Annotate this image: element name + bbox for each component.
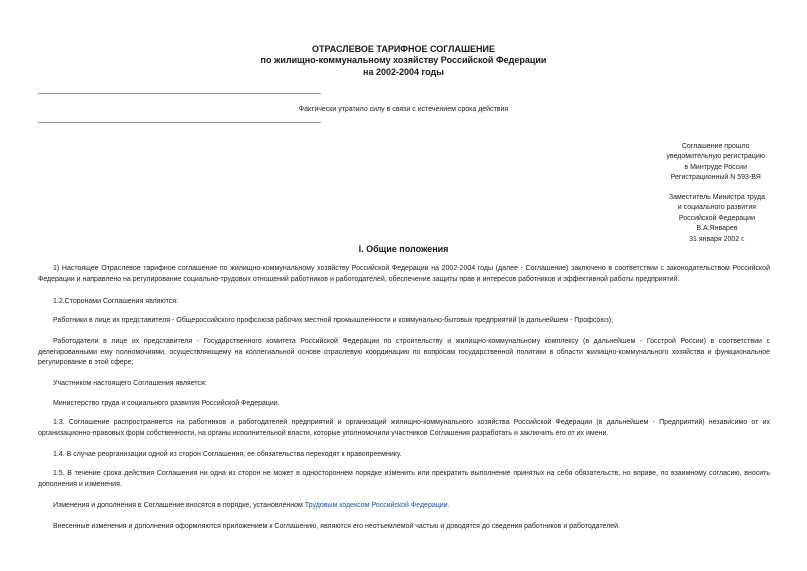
paragraph-3 [38,316,770,327]
labor-code-link[interactable]: Трудовым кодексом Российской Федерации [304,502,448,509]
paragraph-10 [38,501,770,512]
paragraph-text: . [447,502,450,509]
paragraph-9 [38,469,770,490]
paragraph-2 [38,297,770,308]
registration-number: Регистрационный N 593-ВЯ [670,174,761,182]
registration-line: Соглашение прошло [681,143,750,150]
registration-line: уведомительную регистрацию [666,153,765,161]
document-title-line-3: на 2002-2004 годы [363,67,444,77]
document-title-line-1: ОТРАСЛЕВОЕ ТАРИФНОЕ СОГЛАШЕНИЕ [312,44,495,54]
paragraph-text: Работодатели в лице их представителя - Государственного комитета Российской Федерации по строительству и жилищно-коммунальному комплексу (в дальнейшем - Госстрой России) в соответствии с делегированными ему полномочиями, осуществляющему на коллегиальной основе отраслевую координацию по вопросам государственной политики в области жилищно-коммунального хозяйства и функциональное регулирование в этой сфере; [38,338,770,367]
approver-block [669,193,765,245]
paragraph-text: 1.5. В течение срока действия Соглашения ни одна из сторон не может в одностороннем порядке изменить или прекратить выполнение принятых на себя обязательств, но вправе, по взаимному согласию, вносить дополнения и изменения. [38,470,770,488]
paragraph-1 [38,264,770,285]
paragraph-text: 1.3. Соглашение распространяется на работников и работодателей предприятий и организаций жилищно-коммунального хозяйства Российской Федерации (в дальнейшем - Предприятий) независимо от их организационно-правовых форм собственности, на органы исполнительной власти, которые уполномочили участников Соглашения разработать и заключить его от их имени. [38,419,770,437]
paragraph-text: 1.4. В случае реорганизации одной из сторон Соглашения, ее обязательства переходят к правопреемнику. [53,451,402,458]
paragraph-text: 1) Настоящее Отраслевое тарифное соглашение по жилищно-коммунальному хозяйству Российской Федерации на 2002-2004 годы (далее - Соглашение) заключено в соответствии с законодательством Российской Федерации и направлено на регулирование социально-трудовых отношений работников и работодателей, обеспечение защиты прав и интересов работников и эффективной работы предприятий. [38,265,770,283]
paragraph-6 [38,399,770,410]
divider-bottom [38,122,321,123]
registration-line: в Минтруде России [684,163,747,171]
approver-line: Заместитель Министра труда [668,194,765,201]
section-heading: I. Общие положения [358,244,449,254]
status-note: Фактически утратило силу в связи с истечением срока действия [298,106,509,113]
paragraph-11 [38,522,770,533]
paragraph-text: Участником настоящего Соглашения является: [53,380,207,387]
paragraph-7 [38,418,770,439]
document-title-line-2: по жилищно-коммунальному хозяйству Российской Федерации [260,55,547,65]
paragraph-text: Изменения и дополнения в Соглашение вносятся в порядке, установленном [53,502,305,509]
approver-line: и социального развития [677,204,757,212]
paragraph-4 [38,337,770,369]
approver-line: Российской Федерации [678,214,755,222]
paragraph-8 [38,450,770,461]
paragraph-5 [38,379,770,390]
paragraph-text: 1.2.Сторонами Соглашения являются: [53,298,178,305]
registration-block [666,142,765,184]
paragraph-text: Министерство труда и социального развития Российской Федерации. [53,400,280,407]
approval-date: 31 января 2002 г. [689,235,745,243]
paragraph-text: Внесенные изменения и дополнения оформляются приложением к Соглашению, являются его неотъемлемой частью и доводятся до сведения работников и работодателей. [53,523,621,530]
divider-top [38,93,321,94]
paragraph-text: Работники в лице их представителя - Общероссийского профсоюза рабочих местной промышленности и коммунально-бытовых предприятий (в дальнейшем - Профсоюз); [53,317,614,324]
approver-name: В.А.Январев [696,225,738,233]
